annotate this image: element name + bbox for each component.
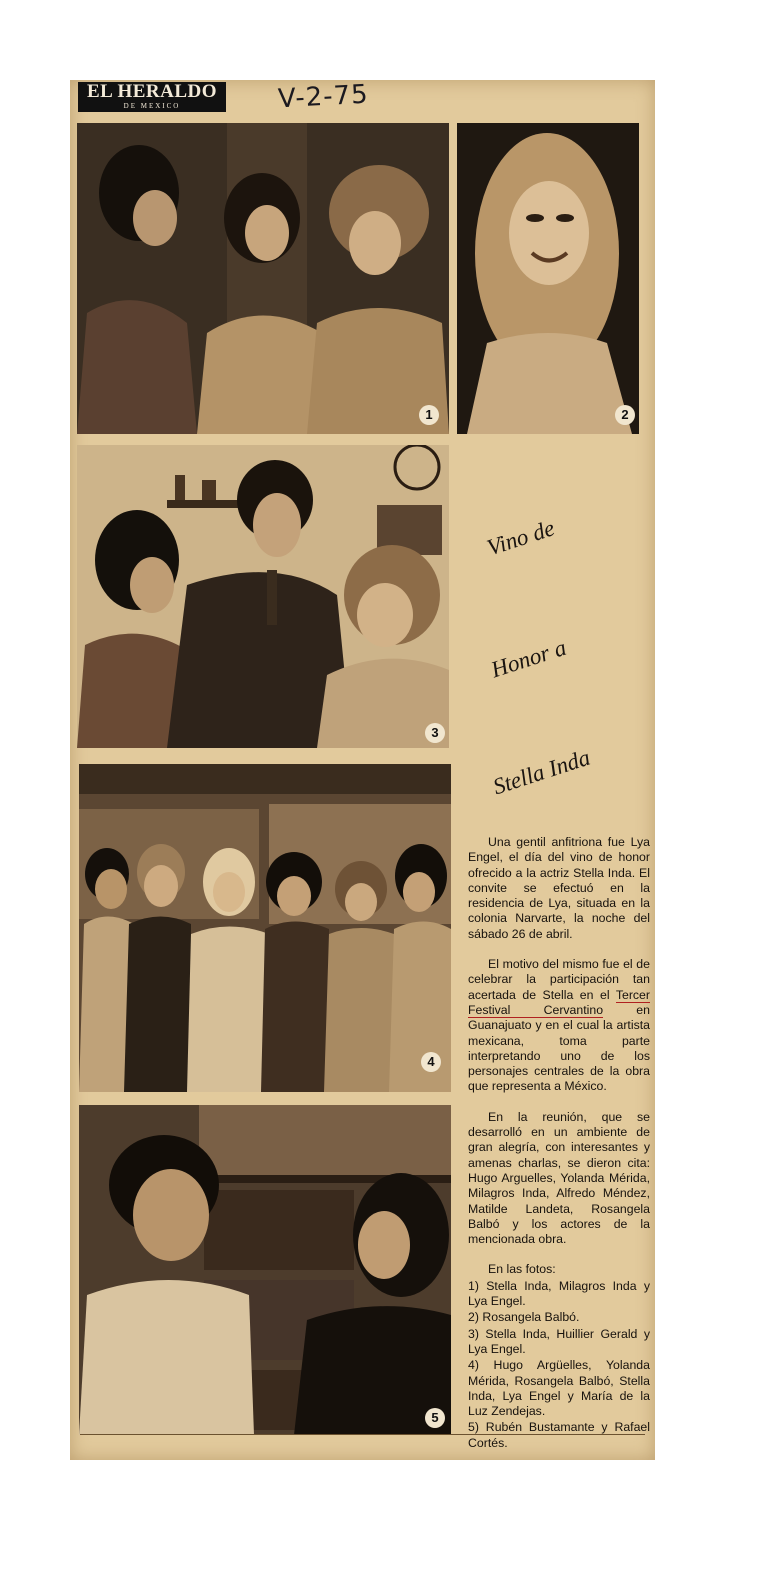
masthead-name: EL HERALDO [86, 81, 218, 102]
photo-1-image [77, 123, 449, 434]
article-paragraph-2-end: en Guanajuato y en el cual la artista mexicana, toma parte interpretando uno de los personajes centrales de la obra que representa a México. [468, 1002, 650, 1094]
photo-5-number: 5 [425, 1408, 445, 1428]
photo-2 [457, 123, 639, 434]
article-paragraph-2-start: El motivo del mismo fue el de celebrar la participación tan acertada de Stella en el [468, 957, 650, 1002]
photo-3-image [77, 445, 449, 748]
caption-5: 5) Rubén Bustamante y Rafael Cortés. [468, 1420, 650, 1450]
photo-5-image [79, 1105, 451, 1435]
festival-name-underlined: Tercer Festival Cervantino [468, 987, 650, 1017]
captions-heading: En las fotos: [488, 1262, 556, 1277]
headline-line-1: Vino de [483, 515, 558, 561]
photo-captions [468, 1262, 650, 1451]
article-paragraph-3: En la reunión, que se desarrolló en un ambiente de gran alegría, con interesantes y amenas charlas, se dieron cita: Hugo Arguelles, Yolanda Mérida, Milagros Inda, Alfredo Méndez, Matilde Landeta, Rosangela Balbó y los actores de la mencionada obra. [468, 1109, 650, 1247]
bottom-rule [80, 1434, 645, 1435]
headline-line-2: Honor a [487, 634, 570, 683]
article-body [468, 835, 650, 1452]
photo-3-number: 3 [425, 723, 445, 743]
caption-3: 3) Stella Inda, Huillier Gerald y Lya Engel. [468, 1326, 650, 1356]
caption-2: 2) Rosangela Balbó. [468, 1310, 580, 1325]
photo-4 [79, 764, 451, 1092]
photo-3 [77, 445, 449, 748]
photo-4-number: 4 [421, 1052, 441, 1072]
photo-2-number: 2 [615, 405, 635, 425]
headline-line-3: Stella Inda [489, 744, 594, 800]
photo-1 [77, 123, 449, 434]
article-paragraph-2 [468, 957, 650, 1095]
masthead-subtitle: DE MEXICO [123, 102, 181, 110]
newspaper-masthead [78, 82, 226, 112]
photo-1-number: 1 [419, 405, 439, 425]
photo-5 [79, 1105, 451, 1435]
caption-1: 1) Stella Inda, Milagros Inda y Lya Engel. [468, 1278, 650, 1309]
caption-4: 4) Hugo Argüelles, Yolanda Mérida, Rosangela Balbó, Stella Inda, Lya Engel y María de la Luz Zendejas. [468, 1358, 650, 1419]
photo-2-image [457, 123, 639, 434]
newspaper-clipping [70, 80, 655, 1460]
photo-4-image [79, 764, 451, 1092]
handwritten-date: V-2-75 [277, 79, 370, 115]
article-paragraph-1: Una gentil anfitriona fue Lya Engel, el día del vino de honor ofrecido a la actriz Stella Inda. El convite se efectuó en la residencia de Lya, situada en la colonia Narvarte, la noche del sábado 26 de abril. [468, 835, 650, 941]
